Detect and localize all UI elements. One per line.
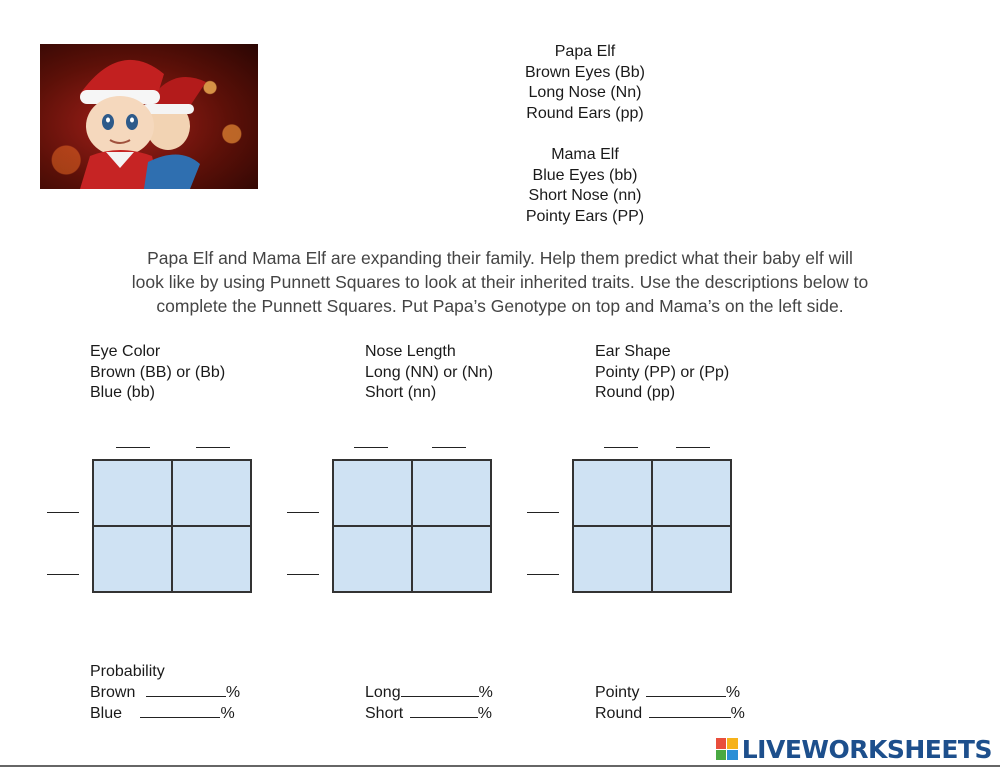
- round-probability-row: [595, 703, 745, 724]
- trait-dominant: Pointy (PP) or (Pp): [595, 363, 730, 381]
- papa-elf-block: [470, 42, 700, 124]
- trait-recessive: Blue (bb): [90, 384, 155, 401]
- mama-title: Mama Elf: [551, 146, 619, 163]
- papa-trait-eyes: Brown Eyes (Bb): [524, 63, 646, 81]
- long-probability-row: [365, 682, 493, 703]
- instructions-line: complete the Punnett Squares. Put Papa’s Genotype on top and Mama’s on the left side.: [156, 296, 844, 316]
- instructions-paragraph: [30, 246, 970, 318]
- elf-dolls-illustration: [40, 44, 258, 189]
- nose-mama-allele-1-blank[interactable]: [287, 512, 319, 513]
- punnett-cell[interactable]: [93, 526, 172, 592]
- round-percent-blank[interactable]: [649, 703, 731, 718]
- short-percent-blank[interactable]: [410, 703, 478, 718]
- trait-title: Nose Length: [365, 343, 456, 360]
- trait-title: Eye Color: [90, 343, 161, 360]
- elf-dolls-photo: [40, 44, 258, 189]
- punnett-cell[interactable]: [573, 526, 652, 592]
- ear-papa-allele-1-blank[interactable]: [604, 447, 638, 448]
- eye-punnett-square: [92, 459, 252, 593]
- eye-mama-allele-2-blank[interactable]: [47, 574, 79, 575]
- logo-tile: [716, 738, 727, 749]
- punnett-cell[interactable]: [333, 526, 412, 592]
- papa-trait-ears: Round Ears (pp): [526, 104, 644, 122]
- trait-recessive: Round (pp): [595, 384, 676, 401]
- percent-sign: %: [220, 705, 235, 722]
- pointy-label: Pointy: [595, 684, 640, 701]
- ear-mama-allele-2-blank[interactable]: [527, 574, 559, 575]
- punnett-cell[interactable]: [172, 526, 251, 592]
- brand-text: LIVEWORKSHEETS: [741, 734, 992, 764]
- mama-trait-ears: Pointy Ears (PP): [525, 207, 645, 225]
- long-label: Long: [365, 684, 401, 701]
- eye-mama-allele-1-blank[interactable]: [47, 512, 79, 513]
- nose-probability-block: [365, 682, 493, 724]
- liveworksheets-logo-icon: [716, 738, 738, 760]
- pointy-probability-row: [595, 682, 745, 703]
- punnett-cell[interactable]: [573, 460, 652, 526]
- punnett-cell[interactable]: [652, 460, 731, 526]
- mama-trait-eyes: Blue Eyes (bb): [532, 166, 638, 184]
- blue-label: Blue: [90, 705, 123, 722]
- blue-percent-blank[interactable]: [140, 703, 220, 718]
- eye-papa-allele-2-blank[interactable]: [196, 447, 230, 448]
- instructions-line: look like by using Punnett Squares to look at their inherited traits. Use the descriptions below to: [131, 272, 869, 292]
- punnett-cell[interactable]: [172, 460, 251, 526]
- logo-tile: [716, 750, 727, 761]
- percent-sign: %: [730, 705, 745, 722]
- punnett-cell[interactable]: [412, 460, 491, 526]
- ear-punnett-square: [572, 459, 732, 593]
- short-probability-row: [365, 703, 493, 724]
- brown-label: Brown: [90, 684, 136, 701]
- punnett-cell[interactable]: [333, 460, 412, 526]
- mama-trait-nose: Short Nose (nn): [528, 187, 642, 204]
- mama-elf-block: [470, 145, 700, 227]
- papa-title: Papa Elf: [554, 43, 616, 60]
- trait-recessive: Short (nn): [365, 384, 437, 401]
- nose-papa-allele-2-blank[interactable]: [432, 447, 466, 448]
- eye-papa-allele-1-blank[interactable]: [116, 447, 150, 448]
- instructions-line: Papa Elf and Mama Elf are expanding their family. Help them predict what their baby elf will: [147, 248, 853, 268]
- percent-sign: %: [725, 684, 741, 701]
- brown-percent-blank[interactable]: [146, 682, 226, 697]
- ear-papa-allele-2-blank[interactable]: [676, 447, 710, 448]
- percent-sign: %: [478, 684, 493, 701]
- brown-probability-row: [90, 682, 240, 703]
- logo-tile: [727, 750, 738, 761]
- ear-mama-allele-1-blank[interactable]: [527, 512, 559, 513]
- punnett-cell[interactable]: [412, 526, 491, 592]
- nose-papa-allele-1-blank[interactable]: [354, 447, 388, 448]
- percent-sign: %: [477, 705, 492, 722]
- trait-dominant: Long (NN) or (Nn): [365, 363, 494, 381]
- round-label: Round: [595, 705, 643, 722]
- blue-probability-row: [90, 703, 240, 724]
- long-percent-blank[interactable]: [401, 682, 479, 697]
- probability-title: Probability: [90, 663, 165, 680]
- ear-probability-block: [595, 682, 745, 724]
- liveworksheets-brand[interactable]: [716, 735, 992, 763]
- nose-mama-allele-2-blank[interactable]: [287, 574, 319, 575]
- punnett-cell[interactable]: [93, 460, 172, 526]
- logo-tile: [727, 738, 738, 749]
- percent-sign: %: [225, 684, 241, 701]
- pointy-percent-blank[interactable]: [646, 682, 726, 697]
- ear-shape-description: [595, 342, 729, 404]
- eye-color-description: [90, 342, 225, 404]
- nose-length-description: [365, 342, 493, 404]
- punnett-cell[interactable]: [652, 526, 731, 592]
- papa-trait-nose: Long Nose (Nn): [528, 84, 642, 101]
- trait-dominant: Brown (BB) or (Bb): [90, 363, 226, 381]
- bottom-border: [0, 765, 1000, 767]
- trait-title: Ear Shape: [595, 343, 671, 360]
- eye-probability-block: [90, 661, 240, 724]
- short-label: Short: [365, 705, 404, 722]
- nose-punnett-square: [332, 459, 492, 593]
